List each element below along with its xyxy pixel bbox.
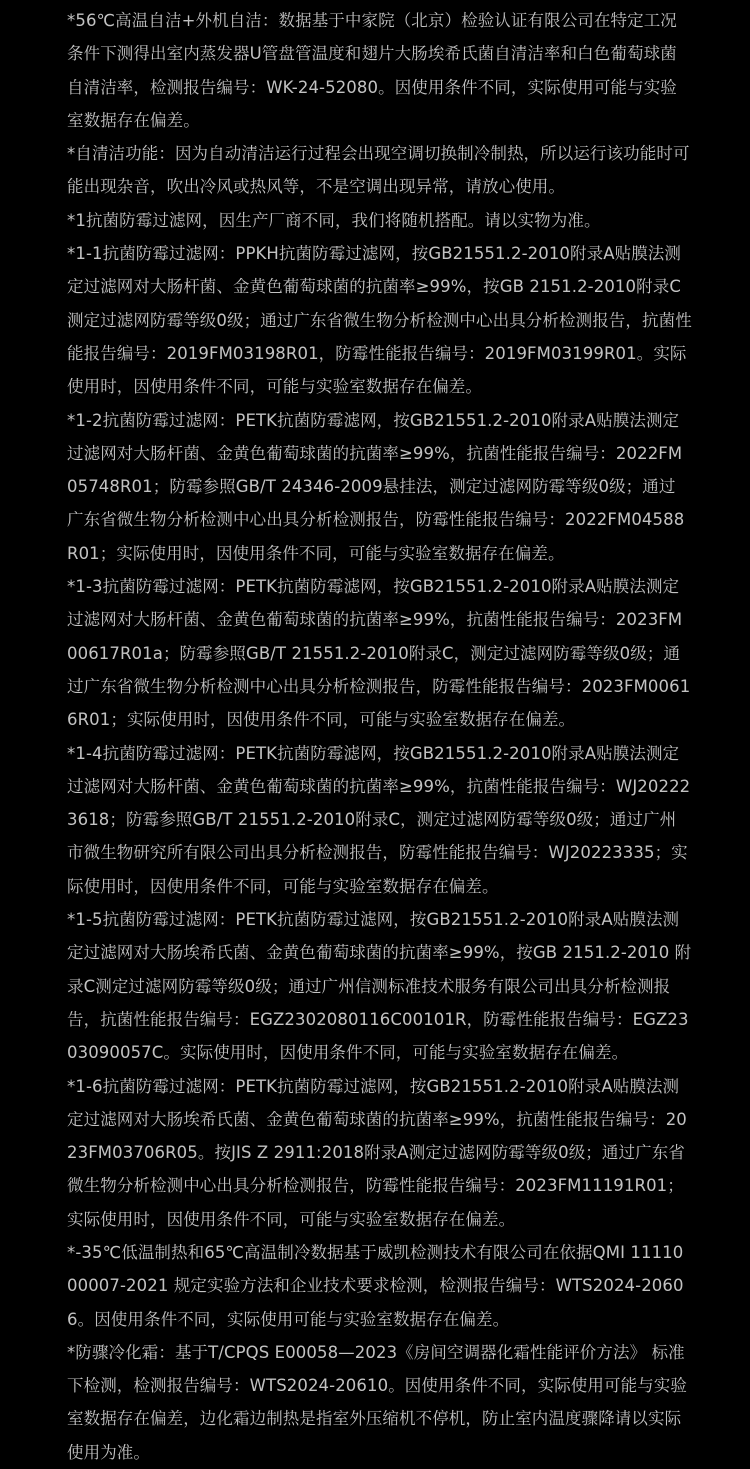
footnote-filter-1-6: *1-6抗菌防霉过滤网：PETK抗菌防霉过滤网，按GB21551.2-2010附录A贴膜法测定过滤网对大肠埃希氏菌、金黄色葡萄球菌的抗菌率≥99%，抗菌性能报告编号：2023FM03706R05。按JIS Z 2911:2018附录A测定过滤网防霉等级0级；通过广东省微生物分析检测中心出具分析检测报告，防霉性能报告编号：2023FM11191R01；实际使用时，因使用条件不同，可能与实验室数据存在偏差。 bbox=[67, 1076, 687, 1229]
footnote-filter-1-2: *1-2抗菌防霉过滤网：PETK抗菌防霉滤网，按GB21551.2-2010附录A贴膜法测定过滤网对大肠杆菌、金黄色葡萄球菌的抗菌率≥99%，抗菌性能报告编号：2022FM05748R01；防霉参照GB/T 24346-2009悬挂法，测定过滤网防霉等级0级；通过广东省微生物分析检测中心出具分析检测报告，防霉性能报告编号：2022FM04588R01；实际使用时，因使用条件不同，可能与实验室数据存在偏差。 bbox=[67, 410, 685, 563]
footnote-filter-1-5: *1-5抗菌防霉过滤网：PETK抗菌防霉过滤网，按GB21551.2-2010附录A贴膜法测定过滤网对大肠埃希氏菌、金黄色葡萄球菌的抗菌率≥99%，按GB 2151.2-2010 附录C测定过滤网防霉等级0级；通过广州信测标准技术服务有限公司出具分析检测报告，抗菌性能报告编号：EGZ2302080116C00101R，防霉性能报告编号：EGZ2303090057C。实际使用时，因使用条件不同，可能与实验室数据存在偏差。 bbox=[67, 910, 692, 1063]
footnote-temperature-range: *-35℃低温制热和65℃高温制冷数据基于威凯检测技术有限公司在依据QMI 1111000007-2021 规定实验方法和企业技术要求检测，检测报告编号：WTS2024-20606。因使用条件不同，实际使用可能与实验室数据存在偏差。 bbox=[67, 1242, 684, 1329]
footnote-filter-1-3: *1-3抗菌防霉过滤网：PETK抗菌防霉滤网，按GB21551.2-2010附录A贴膜法测定过滤网对大肠杆菌、金黄色葡萄球菌的抗菌率≥99%，抗菌性能报告编号：2023FM00617R01a；防霉参照GB/T 21551.2-2010附录C，测定过滤网防霉等级0级；通过广东省微生物分析检测中心出具分析检测报告，防霉性能报告编号：2023FM00616R01；实际使用时，因使用条件不同，可能与实验室数据存在偏差。 bbox=[67, 577, 691, 730]
footnote-self-clean-function: *自清洁功能：因为自动清洁运行过程会出现空调切换制冷制热，所以运行该功能时可能出现杂音，吹出冷风或热风等，不是空调出现异常，请放心使用。 bbox=[67, 144, 690, 197]
footnote-filter-general: *1抗菌防霉过滤网，因生产厂商不同，我们将随机搭配。请以实物为准。 bbox=[67, 210, 601, 230]
footnote-anti-frost: *防骤冷化霜：基于T/CPQS E00058—2023《房间空调器化霜性能评价方法》 标准下检测，检测报告编号：WTS2024-20610。因使用条件不同，实际使用可能与实验室数据存在偏差，边化霜边制热是指室外压缩机不停机，防止室内温度骤降请以实际使用为准。 bbox=[67, 1342, 688, 1462]
footnote-filter-1-1: *1-1抗菌防霉过滤网：PPKH抗菌防霉过滤网，按GB21551.2-2010附录A贴膜法测定过滤网对大肠杆菌、金黄色葡萄球菌的抗菌率≥99%，按GB 2151.2-2010附录C测定过滤网防霉等级0级；通过广东省微生物分析检测中心出具分析检测报告，抗菌性能报告编号：2019FM03198R01，防霉性能报告编号：2019FM03199R01。实际使用时，因使用条件不同，可能与实验室数据存在偏差。 bbox=[67, 244, 692, 397]
footnote-self-clean-56c: *56℃高温自洁+外机自洁：数据基于中家院（北京）检验认证有限公司在特定工况条件下测得出室内蒸发器U管盘管温度和翅片大肠埃希氏菌自清洁率和白色葡萄球菌自清洁率，检测报告编号：WK-24-52080。因使用条件不同，实际使用可能与实验室数据存在偏差。 bbox=[67, 11, 677, 130]
footnote-list bbox=[67, 4, 692, 1469]
footnote-filter-1-4: *1-4抗菌防霉过滤网：PETK抗菌防霉滤网，按GB21551.2-2010附录A贴膜法测定过滤网对大肠杆菌、金黄色葡萄球菌的抗菌率≥99%，抗菌性能报告编号：WJ202223618；防霉参照GB/T 21551.2-2010附录C，测定过滤网防霉等级0级；通过广州市微生物研究所有限公司出具分析检测报告，防霉性能报告编号：WJ20223335；实际使用时，因使用条件不同，可能与实验室数据存在偏差。 bbox=[67, 743, 691, 896]
